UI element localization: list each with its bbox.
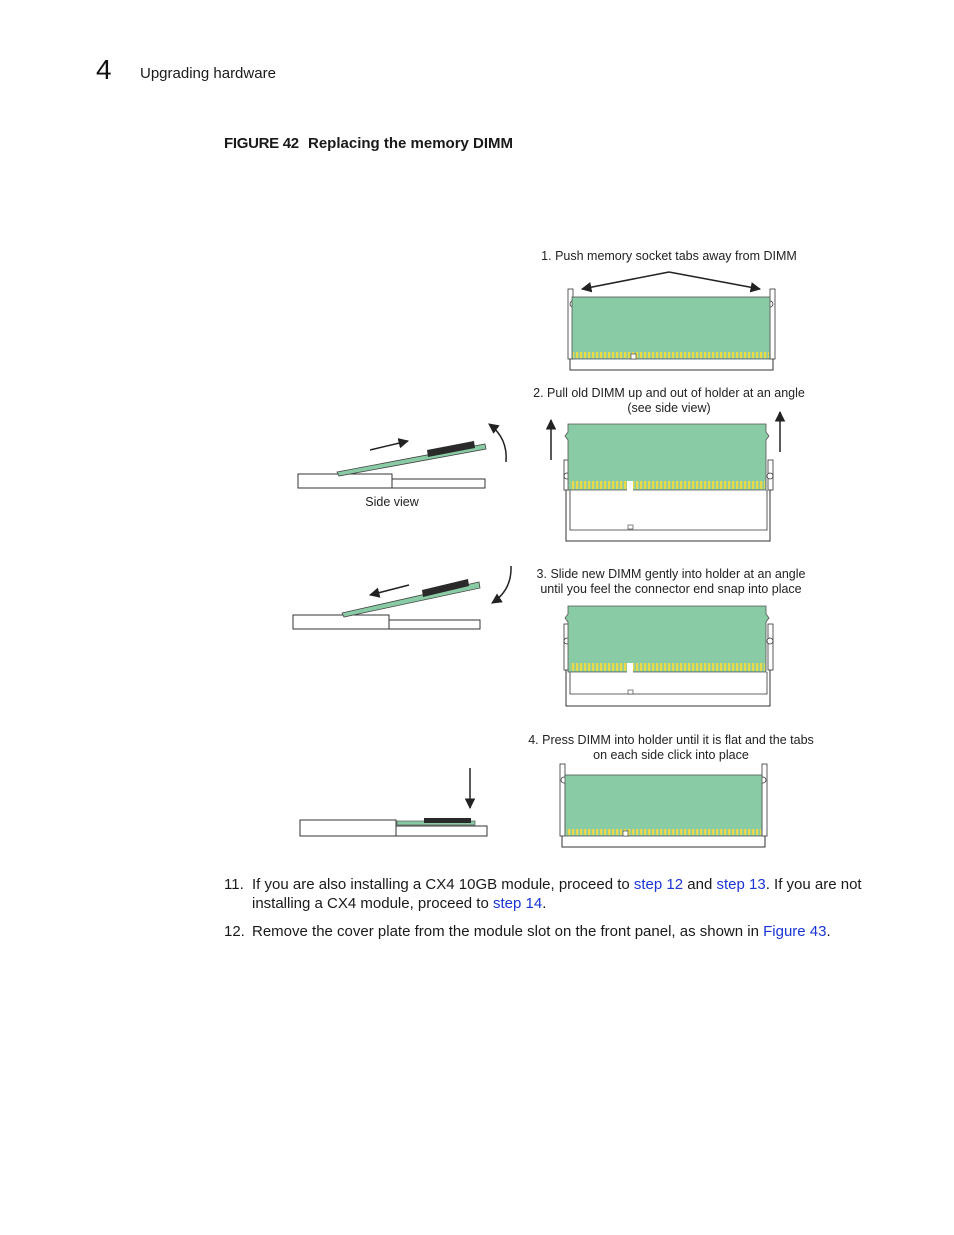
step1-dimm-diagram	[568, 272, 775, 370]
step4-dimm-diagram	[560, 764, 767, 847]
step-12-link[interactable]: step 12	[633, 876, 684, 893]
step-12	[224, 922, 864, 941]
step4-caption-line1: 4. Press DIMM into holder until it is flat and the tabs	[528, 733, 814, 747]
figure-43-link[interactable]: Figure 43	[763, 923, 827, 940]
figure-title: Replacing the memory DIMM	[308, 135, 514, 152]
step3-caption-line1: 3. Slide new DIMM gently into holder at an angle	[536, 567, 806, 581]
chapter-title: Upgrading hardware	[140, 65, 276, 82]
step-14-link[interactable]: step 14	[492, 895, 543, 912]
step-text: .	[542, 895, 547, 912]
step3-dimm-diagram	[564, 606, 773, 706]
step-13-link[interactable]: step 13	[716, 876, 766, 893]
step1-caption: 1. Push memory socket tabs away from DIMM	[541, 249, 797, 263]
step-text: and	[683, 876, 717, 893]
step3-caption-line2: until you feel the connector end snap into place	[540, 582, 802, 596]
step4-side-view	[300, 768, 487, 836]
step-text: Remove the cover plate from the module slot on the front panel, as shown in	[252, 923, 764, 940]
step-number: 11.	[224, 876, 244, 893]
procedure-steps	[224, 875, 864, 950]
step2-side-view	[298, 424, 506, 488]
step2-caption-line2: (see side view)	[627, 401, 711, 415]
step-text: If you are also installing a CX4 10GB module, proceed to	[252, 876, 634, 893]
figure-label: FIGURE 42	[224, 135, 299, 152]
step-11	[224, 875, 864, 913]
step4-caption-line2: on each side click into place	[593, 748, 749, 762]
step-text: .	[826, 923, 831, 940]
step-text: . If you are not installing a CX4 module, proceed to	[252, 876, 862, 912]
step3-side-view	[293, 566, 511, 629]
step2-dimm-diagram	[551, 412, 780, 541]
step2-caption-line1: 2. Pull old DIMM up and out of holder at an angle	[533, 386, 805, 400]
step-number: 12.	[224, 923, 245, 940]
side-view-label: Side view	[365, 495, 419, 509]
chapter-number: 4	[96, 54, 112, 85]
